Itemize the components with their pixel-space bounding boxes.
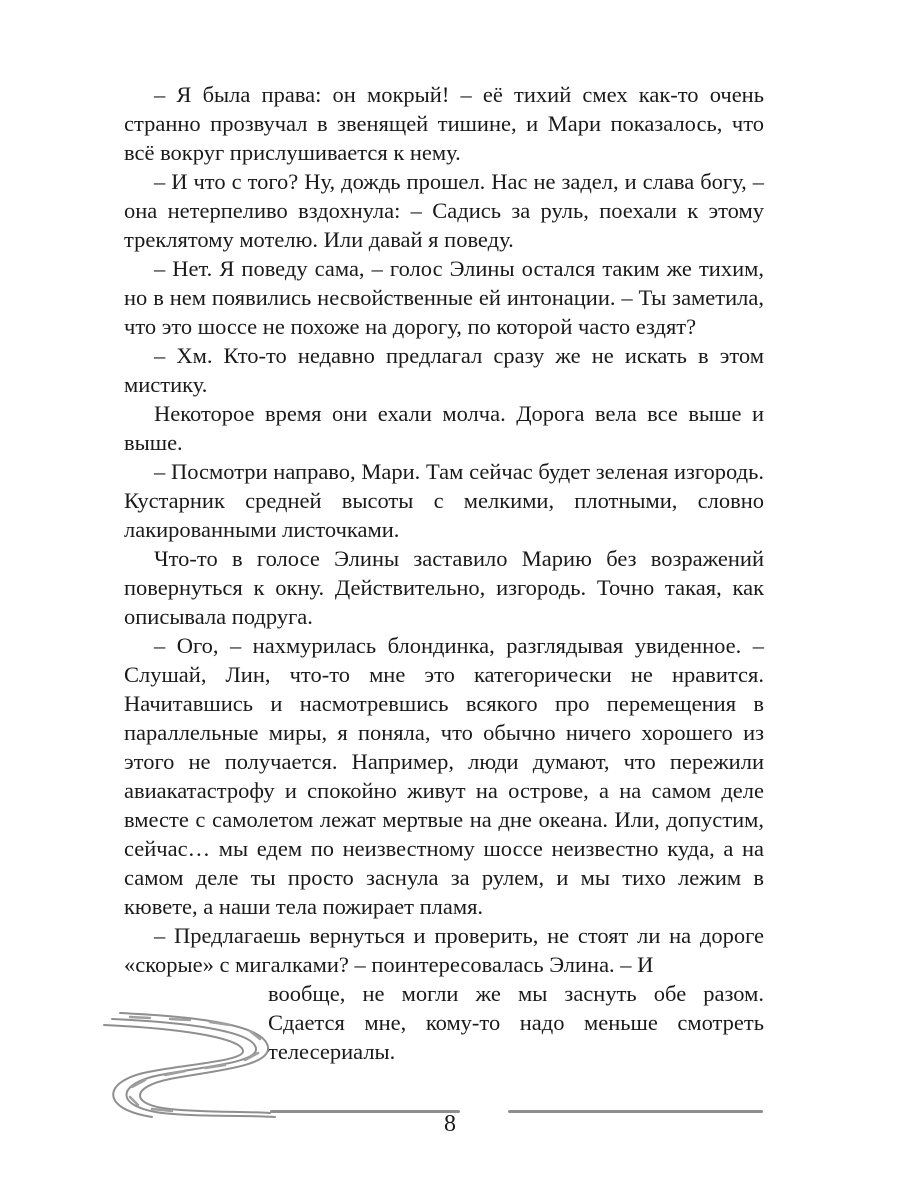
paragraph-6: – Посмотри направо, Мари. Там сейчас будет зеленая изгородь. Кустарник средней высоты с мелкими, плотными, словно лакированными листочками. (124, 459, 764, 542)
paragraph-3: – Нет. Я поведу сама, – голос Элины остался таким же тихим, но в нем появились несвойственные ей интонации. – Ты заметила, что это шоссе не похоже на дорогу, по которой часто ездят? (124, 256, 764, 339)
paragraph-9: – Предлагаешь вернуться и проверить, не стоят ли на дороге «скорые» с мигалками? – поинтересовалась Элина. – И (124, 923, 764, 977)
paragraph-2: – И что с того? Ну, дождь прошел. Нас не задел, и слава богу, – она нетерпеливо вздохнула: – Садись за руль, поехали к этому треклятому мотелю. Или давай я поведу. (124, 169, 764, 252)
paragraph-5: Некоторое время они ехали молча. Дорога вела все выше и выше. (124, 401, 764, 455)
road-icon (90, 1005, 290, 1120)
paragraph-7: Что-то в голосе Элины заставило Марию без возражений повернуться к окну. Действительно, изгородь. Точно такая, как описывала подруга. (124, 546, 764, 629)
body-text (124, 80, 764, 1066)
footer-rule-right (508, 1110, 763, 1113)
paragraph-8: – Ого, – нахмурилась блондинка, разглядывая увиденное. – Слушай, Лин, что-то мне это категорически не нравится. Начитавшись и насмотревшись всякого про перемещения в параллельные миры, я поняла, что обычно ничего хорошего из этого не получается. Например, люди думают, что пережили авиакатастрофу и спокойно живут на острове, а на самом деле вместе с самолетом лежат мертвые на дне океана. Или, допустим, сейчас… мы едем по неизвестному шоссе неизвестно куда, а на самом деле ты просто заснула за рулем, и мы тихо лежим в кювете, а наши тела пожирает пламя. (124, 633, 764, 919)
paragraph-9-continued: вообще, не могли же мы заснуть обе разом. Сдается мне, кому-то надо меньше смотреть телесериалы. (268, 981, 764, 1064)
page-number: 8 (444, 1111, 456, 1137)
paragraph-4: – Хм. Кто-то недавно предлагал сразу же не искать в этом мистику. (124, 343, 764, 397)
paragraph-1: – Я была права: он мокрый! – её тихий смех как-то очень странно прозвучал в звенящей тишине, и Мари показалось, что всё вокруг прислушивается к нему. (124, 82, 764, 165)
